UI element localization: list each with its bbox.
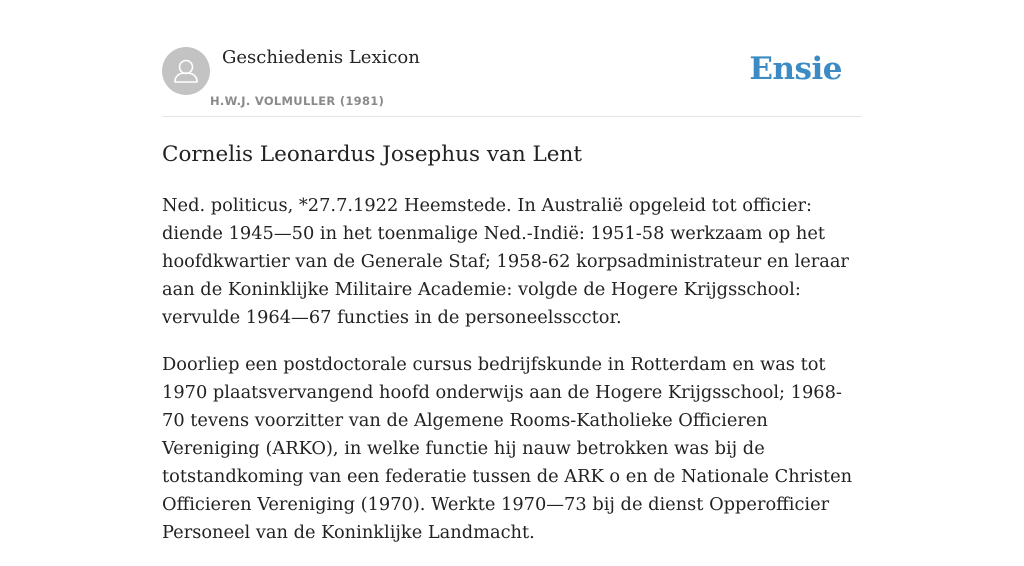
article-title: Cornelis Leonardus Josephus van Lent xyxy=(162,142,583,167)
source-header xyxy=(162,0,862,117)
source-title[interactable]: Geschiedenis Lexicon xyxy=(222,47,420,68)
article-paragraph: Ned. politicus, *27.7.1922 Heemstede. In Australië opgeleid tot officier: diende 1945—50 in het toenmalige Ned.-Indië: 1951-58 werkzaam op het hoofdkwartier van de Generale Staf; 1958-62 korpsadministrateur en leraar aan de Koninklijke Militaire Academie: volgde de Hogere Krijgsschool: vervulde 1964—67 functies in de personeelsscctor. xyxy=(162,195,849,328)
article-body xyxy=(162,192,862,566)
user-avatar-icon[interactable] xyxy=(162,47,210,95)
author-byline: H.W.J. VOLMULLER (1981) xyxy=(210,94,385,108)
person-outline-icon xyxy=(162,47,210,95)
article-paragraph: Doorliep een postdoctorale cursus bedrijfskunde in Rotterdam en was tot 1970 plaatsvervangend hoofd onderwijs aan de Hogere Krijgsschool; 1968-70 tevens voorzitter van de Algemene Rooms-Katholieke Officieren Vereniging (ARKO), in welke functie hij nauw betrokken was bij de totstandkoming van een federatie tussen de ARK o en de Nationale Christen Officieren Vereniging (1970). Werkte 1970—73 bij de dienst Opperofficier Personeel van de Koninklijke Landmacht. xyxy=(162,354,853,543)
site-logo[interactable]: Ensie xyxy=(749,51,842,87)
